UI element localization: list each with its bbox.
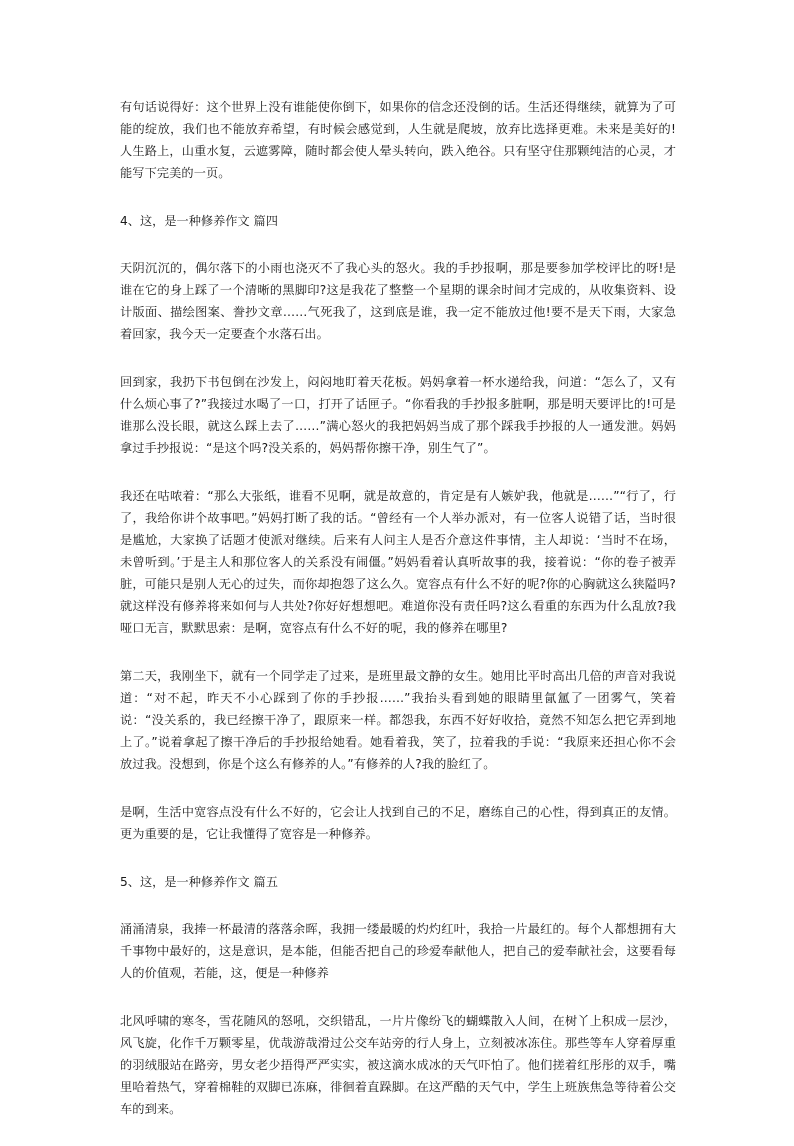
paragraph: 北风呼啸的寒冬，雪花随风的怒吼，交织错乱，一片片像纷飞的蝴蝶散入人间，在树丫上积成一层沙，风飞旋，化作千万颗零星，优哉游哉滑过公交车站旁的行人身上，立刻被冰冻住。那些等车人穿着厚重的羽绒服站在路旁，男女老少捂得严严实实，被这滴水成冰的天气吓怕了。他们搓着红彤彤的双手，嘴里哈着热气，穿着棉鞋的双脚已冻麻，徘徊着直跺脚。在这严酷的天气中，学生上班族焦急等待着公交车的到来。	[120, 1014, 676, 1116]
section-heading: 5、这，是一种修养作文 篇五	[120, 875, 278, 889]
paragraph: 天阴沉沉的，偶尔落下的小雨也浇灭不了我心头的怒火。我的手抄报啊，那是要参加学校评比的呀!是谁在它的身上踩了一个清晰的黑脚印?这是我花了整整一个星期的课余时间才完成的，从收集资料、设计版面、描绘图案、誊抄文章……气死我了，这到底是谁，我一定不能放过他!要不是天下雨，大家急着回家，我今天一定要查个水落石出。	[120, 261, 676, 341]
paragraph: 有句话说得好：这个世界上没有谁能使你倒下，如果你的信念还没倒的话。生活还得继续，就算为了可能的绽放，我们也不能放弃希望，有时候会感觉到，人生就是爬坡，放弃比选择更难。未来是美好的!人生路上，山重水复，云遮雾障，随时都会使人晕头转向，跌入绝谷。只有坚守住那颗纯洁的心灵，才能写下完美的一页。	[120, 100, 676, 180]
paragraph: 我还在咕哝着：“那么大张纸，谁看不见啊，就是故意的，肯定是有人嫉妒我，他就是……”“行了，行了，我给你讲个故事吧。”妈妈打断了我的话。“曾经有一个人举办派对，有一位客人说错了话，当时很是尴尬，大家换了话题才使派对继续。后来有人问主人是否介意这件事情，主人却说：‘当时不在场，未曾听到。’于是主人和那位客人的关系没有闹僵。”妈妈看着认真听故事的我，接着说：“你的卷子被弄脏，可能只是别人无心的过失，而你却抱怨了这么久。宽容点有什么不好的呢?你的心胸就这么狭隘吗?就这样没有修养将来如何与人共处?你好好想想吧。难道你没有责任吗?这么看重的东西为什么乱放?我哑口无言，默默思索：是啊，宽容点有什么不好的呢，我的修养在哪里?	[120, 489, 676, 635]
paragraph: 第二天，我刚坐下，就有一个同学走了过来，是班里最文静的女生。她用比平时高出几倍的声音对我说道：“对不起，昨天不小心踩到了你的手抄报……”我抬头看到她的眼睛里氤氲了一团雾气，笑着说：“没关系的，我已经擦干净了，跟原来一样。都怨我，东西不好好收拾，竟然不知怎么把它弄到地上了。”说着拿起了擦干净后的手抄报给她看。她看着我，笑了，拉着我的手说：“我原来还担心你不会放过我。没想到，你是个这么有修养的人。”有修养的人?我的脸红了。	[120, 669, 676, 771]
paragraph: 回到家，我扔下书包倒在沙发上，闷闷地盯着天花板。妈妈拿着一杯水递给我，问道：“怎么了，又有什么烦心事了?”我接过水喝了一口，打开了话匣子。“你看我的手抄报多脏啊，那是明天要评比的!可是谁那么没长眼，就这么踩上去了……”满心怒火的我把妈妈当成了那个踩我手抄报的人一通发泄。妈妈拿过手抄报说：“是这个吗?没关系的，妈妈帮你擦干净，别生气了”。	[120, 375, 676, 455]
document-body	[120, 96, 676, 1146]
section-heading: 4、这，是一种修养作文 篇四	[120, 214, 278, 228]
paragraph: 涌涌清泉，我捧一杯最清的落落余晖，我拥一缕最暖的灼灼红叶，我拾一片最红的。每个人都想拥有大千事物中最好的，这是意识，是本能，但能否把自己的珍爱奉献他人，把自己的爱奉献社会，这要看每人的价值观，若能，这，便是一种修养	[120, 922, 676, 980]
paragraph: 是啊，生活中宽容点没有什么不好的，它会让人找到自己的不足，磨练自己的心性，得到真正的友情。更为重要的是，它让我懂得了宽容是一种修养。	[120, 805, 676, 841]
